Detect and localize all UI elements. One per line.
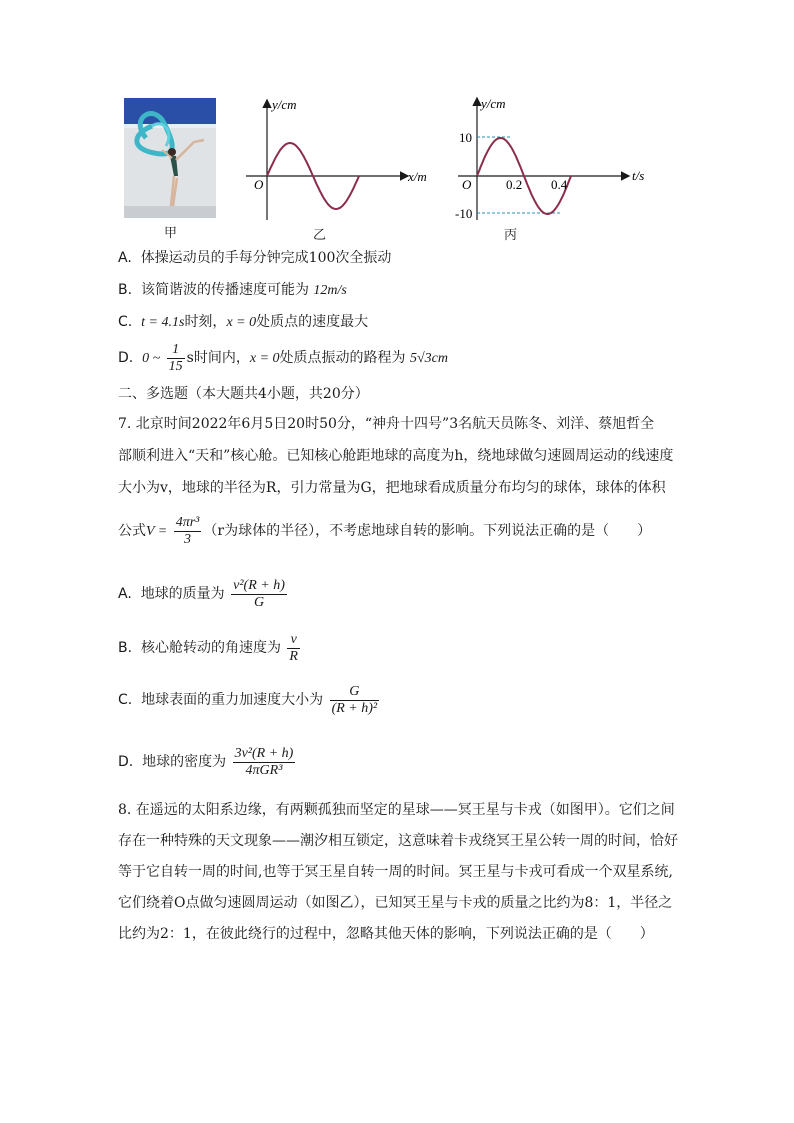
fraction-denominator: 3 — [174, 531, 202, 548]
option-text: 该简谐波的传播速度可能为 — [140, 282, 309, 298]
q8-stem-line: 它们绕着O点做匀速圆周运动（如图乙），已知冥王星与卡戎的质量之比约为8：1，半径之 — [118, 895, 673, 911]
q8-stem-line: 比约为2：1，在彼此绕行的过程中，忽略其他天体的影响，下列说法正确的是（ ） — [118, 926, 654, 942]
amp-neg-label: -10 — [455, 206, 473, 221]
wave-caption: 乙 — [313, 228, 327, 243]
fraction-denominator: (R + h)² — [331, 700, 378, 716]
q7-option-c[interactable] — [118, 680, 381, 720]
option-label: D. — [118, 754, 134, 770]
volume-fraction — [174, 515, 202, 548]
fraction-numerator: 4πr³ — [175, 514, 200, 530]
speed-value: 12m/s — [313, 283, 347, 298]
section-heading: 二、多选题（本大题共4小题，共20分） — [118, 386, 369, 402]
origin-label: O — [254, 177, 264, 192]
option-label: B. — [118, 640, 133, 656]
q7-stem-line: 大小为v，地球的半径为R，引力常量为G，把地球看成质量分布均匀的球体，球体的体积 — [118, 480, 666, 496]
option-fraction — [330, 684, 380, 717]
option-label: C. — [118, 314, 133, 330]
time-fraction — [167, 342, 185, 375]
vibration-caption: 丙 — [504, 228, 518, 243]
q6-option-b[interactable] — [118, 280, 347, 301]
x-axis-label: x/m — [408, 169, 427, 184]
q7-option-a[interactable] — [118, 574, 289, 614]
q7-formula-line — [118, 510, 651, 553]
amp-pos-label: 10 — [459, 130, 472, 145]
tick-0.4-label: 0.4 — [551, 177, 568, 192]
option-label: A. — [118, 586, 132, 602]
fraction-denominator: R — [289, 648, 298, 664]
fraction-denominator: G — [231, 594, 287, 611]
q8-stem-line: 8. 在遥远的太阳系边缘，有两颗孤独而坚定的星球——冥王星与卡戎（如图甲）。它们之间 — [118, 802, 675, 818]
q6-option-a[interactable] — [118, 248, 391, 268]
range-lead: 0 ~ — [142, 351, 161, 366]
option-text: 地球表面的重力加速度大小为 — [141, 692, 324, 708]
option-text: 时刻， — [184, 314, 227, 330]
vibration-graph — [450, 95, 660, 225]
q6-option-d[interactable] — [118, 340, 448, 377]
q7-stem-line: 7. 北京时间2022年6月5日20时50分，“神舟十四号”3名航天员陈冬、刘洋、蔡旭哲全 — [118, 416, 655, 432]
q8-stem-line: 存在一种特殊的天文现象——潮汐相互锁定，这意味着卡戎绕冥王星公转一周的时间，恰好 — [118, 833, 678, 849]
origin-label: O — [462, 177, 472, 192]
path-value: 5√3cm — [409, 351, 448, 366]
fraction-numerator: 3v²(R + h) — [234, 745, 294, 761]
option-text: 体操运动员的手每分钟完成100次全振动 — [140, 250, 392, 266]
option-text: 处质点的速度最大 — [256, 314, 369, 330]
option-fraction — [233, 746, 296, 779]
position-value: x = 0 — [226, 315, 257, 330]
fraction-numerator: v²(R + h) — [233, 577, 285, 593]
fraction-denominator: 4πGR³ — [233, 762, 296, 779]
fraction-numerator: v — [290, 631, 297, 647]
y-axis-label: y/cm — [481, 96, 506, 111]
q7-option-d[interactable] — [118, 742, 297, 782]
option-label: C. — [118, 692, 133, 708]
q7-option-b[interactable] — [118, 628, 302, 668]
photo-caption: 甲 — [164, 226, 178, 241]
q6-option-c[interactable] — [118, 312, 368, 333]
option-fraction — [287, 632, 300, 665]
position-value: x = 0 — [249, 351, 280, 366]
option-text: 地球的密度为 — [142, 754, 227, 770]
t-axis-label: t/s — [632, 168, 645, 183]
option-fraction — [231, 578, 287, 611]
formula-lead: 公式 — [118, 523, 146, 539]
fraction-denominator: 15 — [168, 358, 183, 374]
wave-graph — [242, 95, 442, 225]
gymnast-photo — [124, 98, 216, 218]
y-axis-label: y/cm — [272, 97, 297, 112]
fraction-numerator: G — [349, 683, 360, 699]
q7-stem-line: 部顺利进入“天和”核心舱。已知核心舱距地球的高度为h，绕地球做匀速圆周运动的线速度 — [118, 448, 674, 464]
formula-tail: （r为球体的半径），不考虑地球自转的影响。下列说法正确的是（ ） — [203, 523, 652, 539]
option-label: B. — [118, 282, 133, 298]
tick-0.2-label: 0.2 — [506, 177, 523, 192]
option-text: 处质点振动的路程为 — [279, 350, 406, 366]
time-value: t = 4.1s — [141, 315, 185, 330]
option-label: A. — [118, 250, 132, 266]
formula-v: V = — [146, 524, 168, 539]
option-text: 核心舱转动的角速度为 — [140, 640, 281, 656]
option-text: 地球的质量为 — [140, 586, 225, 602]
fraction-numerator: 1 — [172, 341, 180, 357]
option-label: D. — [118, 350, 134, 366]
option-text: s时间内， — [186, 350, 250, 366]
q8-stem-line: 等于它自转一周的时间,也等于冥王星自转一周的时间。冥王星与卡戎可看成一个双星系统, — [118, 864, 673, 880]
